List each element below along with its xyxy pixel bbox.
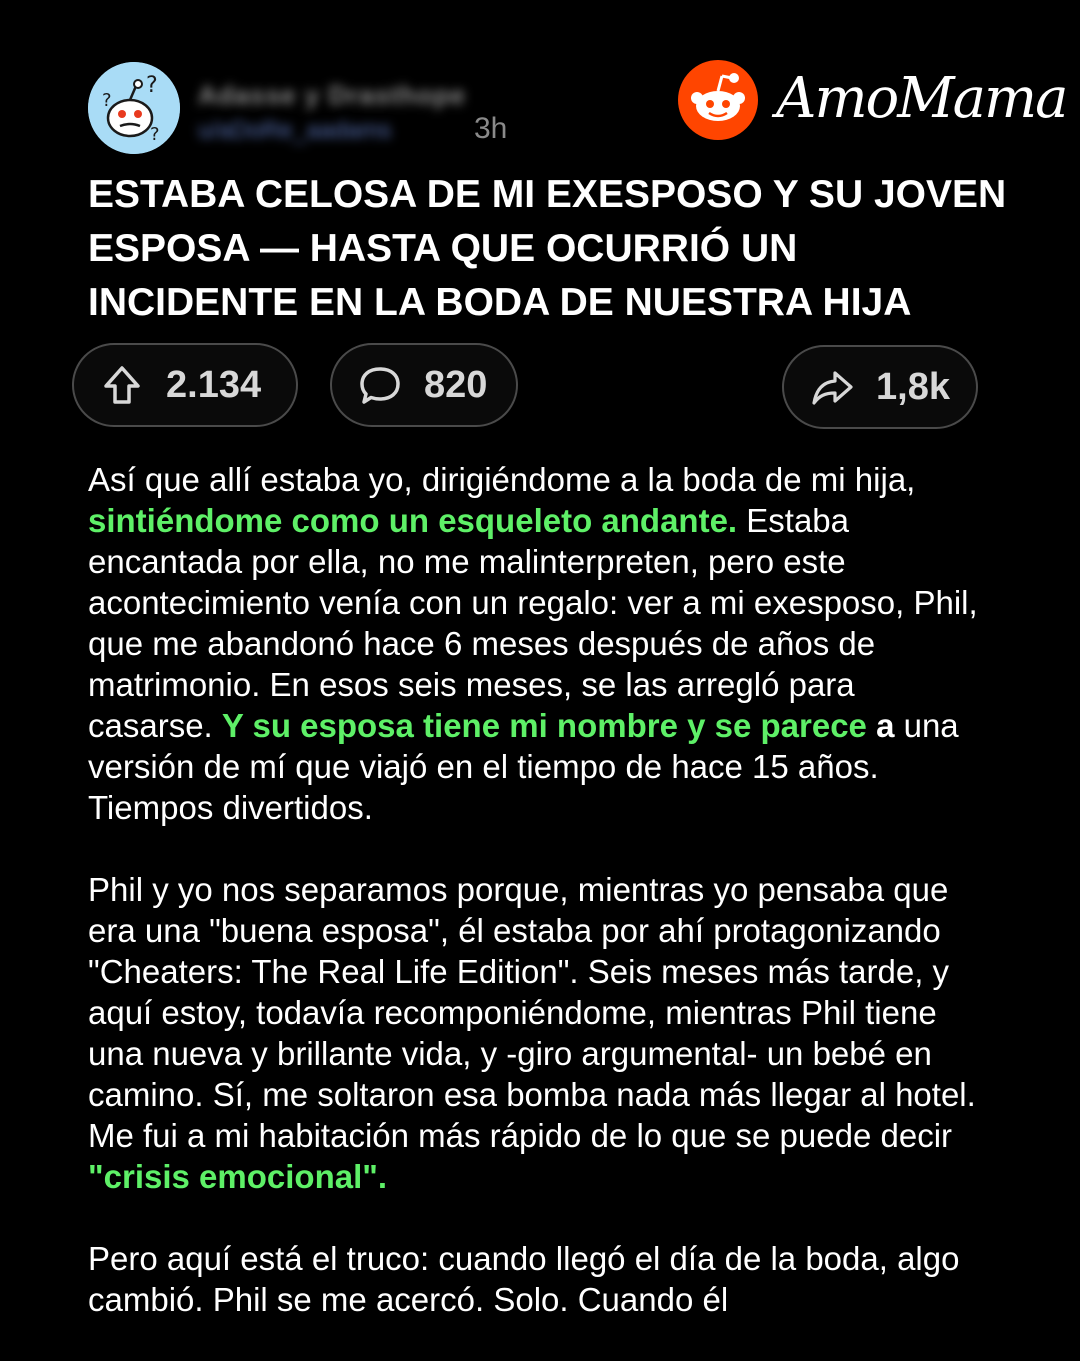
upvote-count: 2.134 xyxy=(166,363,262,406)
upvote-arrow-icon xyxy=(100,363,144,407)
post-title: ESTABA CELOSA DE MI EXESPOSO Y SU JOVEN ESPOSA — HASTA QUE OCURRIÓ UN INCIDENTE EN LA BODA DE NUESTRA HIJA xyxy=(88,173,1007,324)
upvote-button[interactable] xyxy=(72,343,298,427)
body-paragraph xyxy=(88,869,988,1197)
body-text: una versión de mí que viajó en el tiempo de hace 15 años. Tiempos divertidos. xyxy=(88,707,959,826)
body-text: Así que allí estaba yo, dirigiéndome a la boda de mi hija, xyxy=(88,461,916,498)
body-text: Pero aquí está el truco: cuando llegó el día de la boda, algo cambió. Phil se me acercó. Solo. Cuando él xyxy=(88,1240,960,1318)
confused-snoo-icon xyxy=(88,62,180,154)
share-button[interactable] xyxy=(782,345,978,429)
comments-button[interactable] xyxy=(330,343,518,427)
svg-text:?: ? xyxy=(150,124,160,145)
highlighted-text: Y su esposa tiene mi nombre y se parece xyxy=(221,707,867,744)
body-paragraph xyxy=(88,1238,988,1320)
bold-text: a xyxy=(866,707,895,744)
post-time: 3h xyxy=(474,112,508,145)
highlighted-text: sintiéndome como un esqueleto andante. xyxy=(88,502,738,539)
share-arrow-icon xyxy=(810,365,854,409)
body-text: Estaba encantada por ella, no me malinterpreten, pero este acontecimiento venía con un regalo: ver a mi exesposo, Phil, que me abandonó hace 6 meses después de años de matrimonio. En esos seis meses, se las arregló para casarse. xyxy=(88,502,978,744)
body-paragraph xyxy=(88,459,988,828)
user-handle[interactable]: u/aDoRe_aadams xyxy=(198,117,392,144)
body-text: Phil y yo nos separamos porque, mientras yo pensaba que era una "buena esposa", él estaba por ahí protagonizando "Cheaters: The Real Life Edition". Seis meses más tarde, y aquí estoy, todavía recomponiéndome, mientras Phil tiene una nueva y brillante vida, y -giro argumental- un bebé en camino. Sí, me soltaron esa bomba nada más llegar al hotel. Me fui a mi habitación más rápido de lo que se puede decir xyxy=(88,871,976,1154)
avatar[interactable] xyxy=(88,62,180,154)
post-body xyxy=(88,459,988,1361)
post-header xyxy=(0,0,1080,160)
reddit-logo-icon xyxy=(678,60,758,140)
user-block xyxy=(198,80,466,145)
brand-logo: AmoMama xyxy=(776,66,1067,131)
share-count: 1,8k xyxy=(876,365,950,408)
svg-text:?: ? xyxy=(102,90,112,111)
comment-bubble-icon xyxy=(358,363,402,407)
highlighted-text: "crisis emocional". xyxy=(88,1158,388,1195)
username[interactable]: Adasse y Drasthope xyxy=(198,80,466,110)
svg-text:?: ? xyxy=(146,73,158,98)
comment-count: 820 xyxy=(424,363,488,406)
